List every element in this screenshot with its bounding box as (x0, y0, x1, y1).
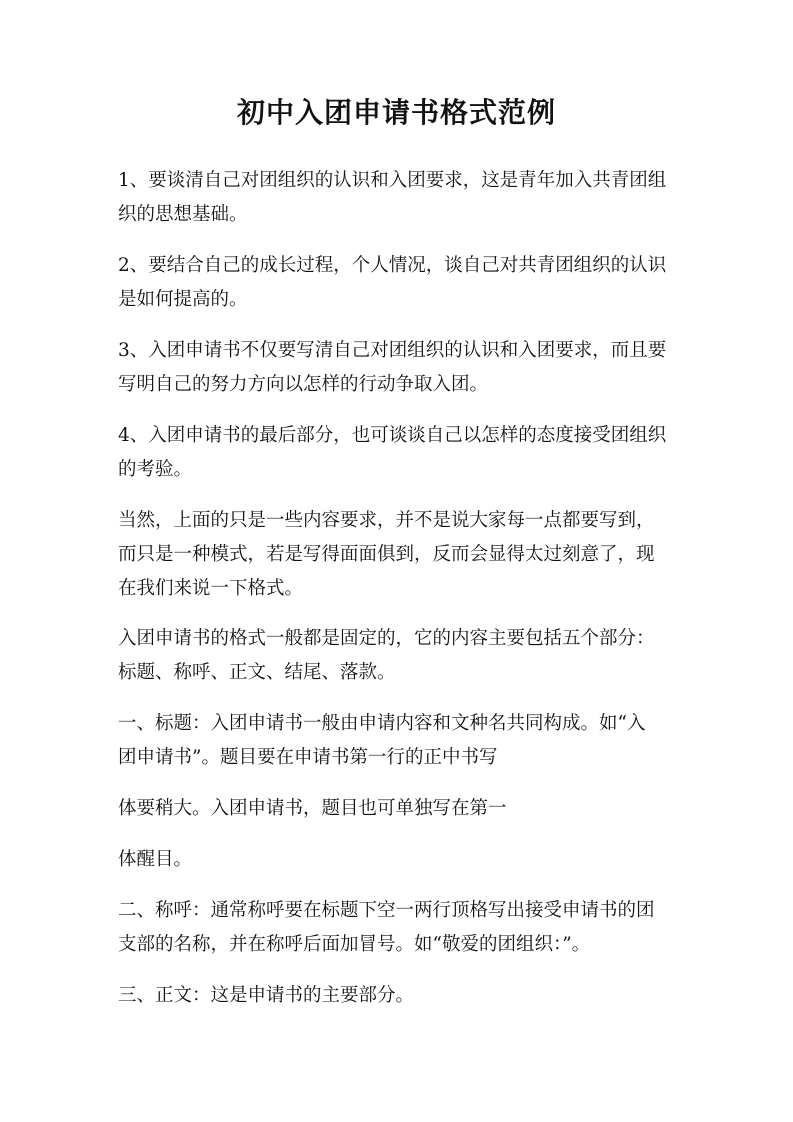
paragraph-line: 当然，上面的只是一些内容要求，并不是说大家每一点都要写到， (118, 510, 655, 531)
paragraph-line: 织的思想基础。 (118, 204, 248, 225)
paragraph-line: 而只是一种模式，若是写得面面俱到，反而会显得太过刻意了，现 (118, 544, 655, 565)
paragraph-line: 是如何提高的。 (118, 289, 248, 310)
paragraph-section-body (118, 979, 680, 1013)
paragraph-section-title (118, 707, 680, 775)
paragraph-section-salutation (118, 894, 680, 962)
paragraph-format-overview (118, 622, 680, 690)
paragraph-requirement-4 (118, 419, 680, 487)
paragraph-line: 标题、称呼、正文、结尾、落款。 (118, 662, 396, 683)
paragraph-line: 体醒目。 (118, 849, 193, 870)
paragraph-title-detail-1 (118, 792, 680, 826)
paragraph-line: 体要稍大。入团申请书，题目也可单独写在第一 (118, 798, 507, 819)
paragraph-line: 入团申请书的格式一般都是固定的，它的内容主要包括五个部分： (118, 628, 655, 649)
paragraph-line: 三、正文：这是申请书的主要部分。 (118, 985, 415, 1006)
paragraph-note (118, 504, 680, 606)
paragraph-requirement-1 (118, 164, 680, 232)
paragraph-line: 的考验。 (118, 459, 193, 480)
paragraph-line: 团申请书”。题目要在申请书第一行的正中书写 (118, 747, 498, 768)
paragraph-requirement-2 (118, 249, 680, 317)
paragraph-line: 在我们来说一下格式。 (118, 578, 304, 599)
paragraph-line: 1、要谈清自己对团组织的认识和入团要求，这是青年加入共青团组 (118, 170, 667, 191)
paragraph-line: 一、标题：入团申请书一般由申请内容和文种名共同构成。如“入 (118, 713, 646, 734)
document-title: 初中入团申请书格式范例 (236, 96, 556, 129)
paragraph-line: 2、要结合自己的成长过程，个人情况，谈自己对共青团组织的认识 (118, 255, 667, 276)
paragraph-line: 二、称呼：通常称呼要在标题下空一两行顶格写出接受申请书的团 (118, 900, 655, 921)
paragraph-line: 4、入团申请书的最后部分，也可谈谈自己以怎样的态度接受团组织 (118, 425, 667, 446)
paragraph-line: 3、入团申请书不仅要写清自己对团组织的认识和入团要求，而且要 (118, 340, 667, 361)
paragraph-line: 写明自己的努力方向以怎样的行动争取入团。 (118, 374, 489, 395)
paragraph-title-detail-2 (118, 843, 680, 877)
paragraph-line: 支部的名称，并在称呼后面加冒号。如“敬爱的团组织：”。 (118, 934, 591, 955)
paragraph-requirement-3 (118, 334, 680, 402)
